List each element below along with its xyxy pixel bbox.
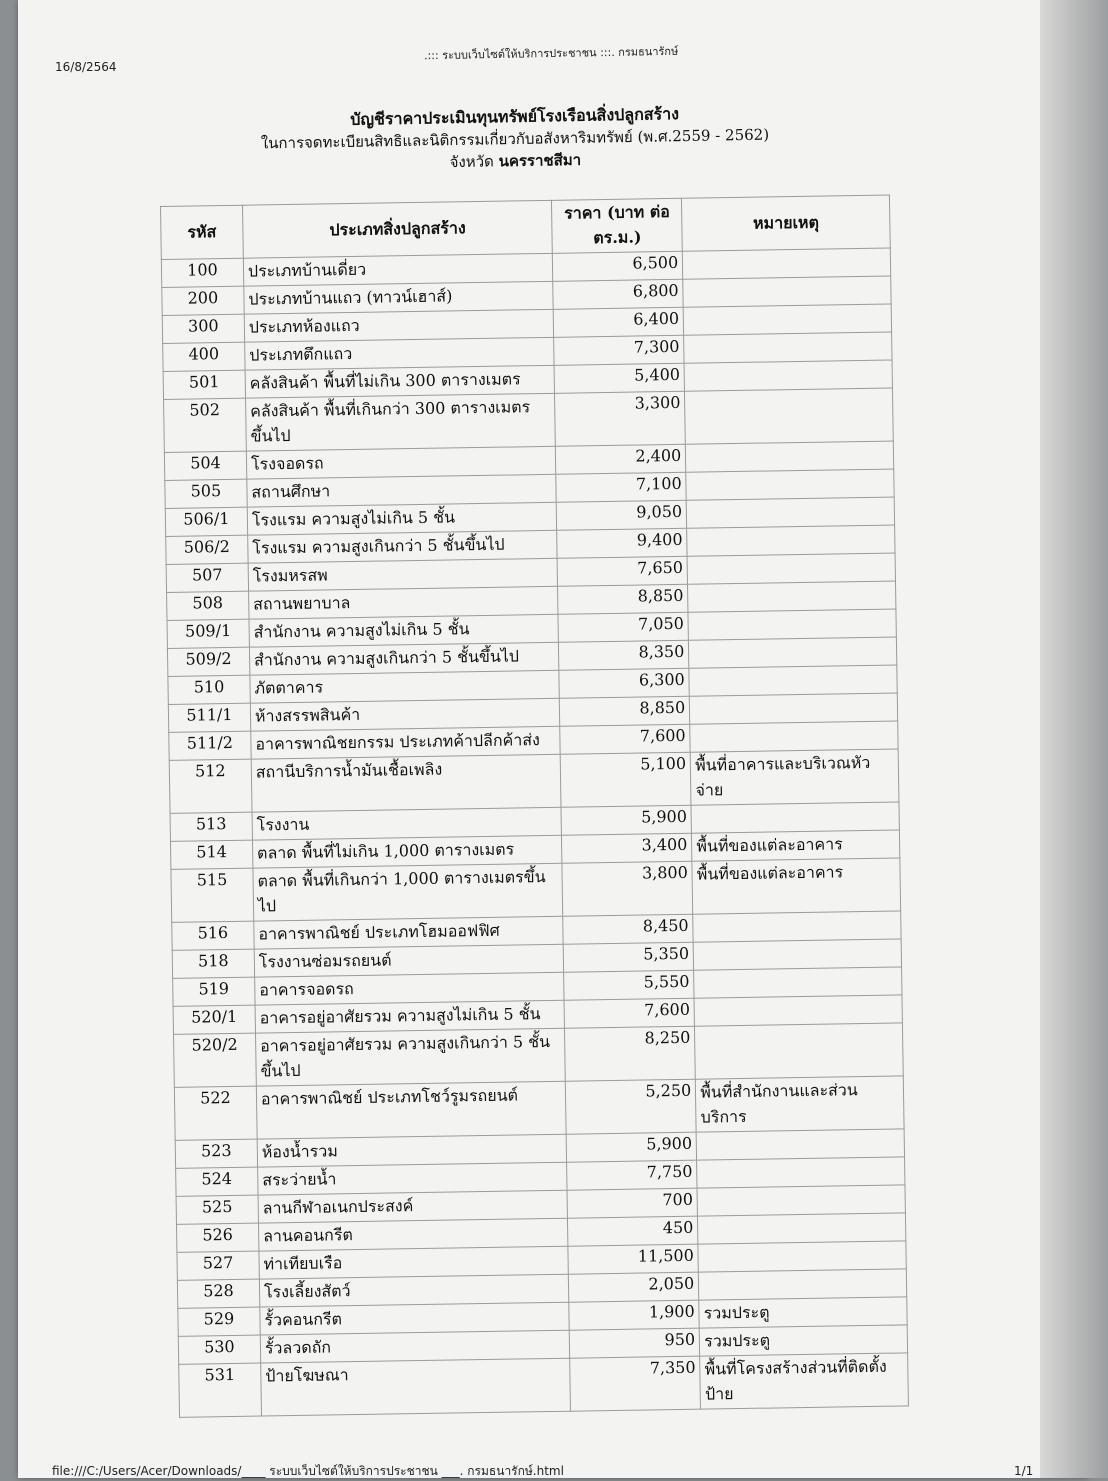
document-title: บัญชีราคาประเมินทุนทรัพย์โรงเรือนสิ่งปลูกสร้าง [350, 104, 680, 129]
cell-price: 8,350 [559, 640, 689, 670]
cell-type: ภัตตาคาร [250, 670, 560, 703]
cell-price: 6,300 [559, 668, 689, 698]
cell-code: 509/1 [167, 619, 249, 648]
cell-code: 518 [172, 949, 254, 978]
table-row [179, 1353, 909, 1417]
cell-type: โรงงานซ่อมรถยนต์ [254, 944, 564, 977]
print-site-header: .::: ระบบเว็บไซต์ให้บริการประชาชน :::. กรมธนารักษ์ [423, 44, 679, 63]
cell-note [686, 441, 894, 472]
document-titles [209, 101, 820, 178]
cell-type: สถานพยาบาล [248, 586, 558, 619]
cell-type: โรงแรม ความสูงไม่เกิน 5 ชั้น [247, 502, 557, 535]
cell-price: 3,300 [555, 391, 686, 446]
cell-code: 527 [177, 1251, 259, 1280]
cell-type: สถานศึกษา [247, 474, 557, 507]
cell-note [686, 497, 894, 528]
cell-type: ตลาด พื้นที่ไม่เกิน 1,000 ตารางเมตร [252, 835, 562, 868]
cell-type: สระว่ายน้ำ [258, 1162, 568, 1195]
cell-note [694, 967, 902, 998]
cell-type: สำนักงาน ความสูงเกินกว่า 5 ชั้นขึ้นไป [249, 642, 559, 675]
cell-price: 9,400 [557, 528, 687, 558]
cell-type: สถานีบริการน้ำมันเชื้อเพลิง [251, 754, 561, 812]
cell-code: 520/2 [174, 1033, 257, 1087]
cell-code: 531 [179, 1363, 262, 1417]
cell-note: พื้นที่โครงสร้างส่วนที่ติดตั้งป้าย [700, 1353, 909, 1409]
cell-note [693, 911, 901, 942]
cell-price: 6,500 [553, 251, 683, 281]
cell-price: 8,850 [560, 696, 690, 726]
cell-note [683, 276, 891, 307]
cell-price: 5,550 [564, 970, 694, 1000]
cell-price: 9,050 [557, 500, 687, 530]
cell-type: อาคารอยู่อาศัยรวม ความสูงเกินกว่า 5 ชั้นขึ้นไป [255, 1028, 565, 1086]
cell-note [698, 1241, 906, 1272]
cell-code: 525 [176, 1195, 258, 1224]
cell-note [698, 1213, 906, 1244]
cell-price: 2,050 [569, 1272, 699, 1302]
cell-price: 7,650 [558, 556, 688, 586]
cell-code: 529 [178, 1307, 260, 1336]
cell-price: 7,100 [556, 472, 686, 502]
cell-code: 530 [178, 1335, 260, 1364]
cell-price: 6,800 [553, 279, 683, 309]
cell-code: 505 [165, 479, 247, 508]
cell-price: 1,900 [569, 1300, 699, 1330]
cell-code: 501 [163, 370, 245, 399]
cell-code: 519 [173, 977, 255, 1006]
cell-note [689, 665, 897, 696]
cell-type: คลังสินค้า พื้นที่เกินกว่า 300 ตารางเมตรขึ้นไป [245, 393, 555, 451]
cell-note [695, 1023, 904, 1079]
header-code: รหัส [161, 205, 244, 259]
cell-type: โรงจอดรถ [246, 446, 556, 479]
cell-price: 700 [567, 1188, 697, 1218]
cell-note [683, 304, 891, 335]
cell-type: อาคารพาณิชยกรรม ประเภทค้าปลีกค้าส่ง [251, 726, 561, 759]
cell-note [688, 609, 896, 640]
cell-code: 502 [164, 398, 247, 452]
cell-code: 507 [166, 563, 248, 592]
province-name: นครราชสีมา [498, 150, 582, 171]
cell-code: 526 [176, 1223, 258, 1252]
price-table-container [160, 195, 909, 1418]
cell-type: อาคารอยู่อาศัยรวม ความสูงไม่เกิน 5 ชั้น [255, 1000, 565, 1033]
cell-code: 520/1 [173, 1005, 255, 1034]
cell-price: 7,750 [567, 1160, 697, 1190]
cell-price: 8,450 [563, 914, 693, 944]
price-table [160, 195, 909, 1418]
cell-code: 516 [172, 921, 254, 950]
cell-code: 524 [176, 1167, 258, 1196]
cell-note [684, 360, 892, 391]
cell-type: โรงแรม ความสูงเกินกว่า 5 ชั้นขึ้นไป [248, 530, 558, 563]
cell-code: 528 [177, 1279, 259, 1308]
cell-code: 522 [174, 1086, 257, 1140]
cell-price: 5,100 [561, 752, 692, 807]
cell-note [690, 693, 898, 724]
cell-code: 508 [167, 591, 249, 620]
cell-note [685, 388, 894, 444]
print-page-number: 1/1 [1014, 1464, 1034, 1478]
cell-code: 200 [162, 286, 244, 315]
cell-code: 400 [163, 342, 245, 371]
cell-note: พื้นที่สำนักงานและส่วนบริการ [696, 1076, 905, 1132]
cell-code: 512 [169, 759, 252, 813]
header-type: ประเภทสิ่งปลูกสร้าง [242, 200, 552, 258]
cell-price: 7,300 [554, 335, 684, 365]
cell-price: 7,050 [558, 612, 688, 642]
cell-type: ประเภทห้องแถว [244, 309, 554, 342]
cell-type: ห้างสรรพสินค้า [250, 698, 560, 731]
cell-type: คลังสินค้า พื้นที่ไม่เกิน 300 ตารางเมตร [245, 365, 555, 398]
cell-note [684, 332, 892, 363]
cell-price: 11,500 [568, 1244, 698, 1274]
cell-price: 950 [570, 1328, 700, 1358]
cell-price: 5,900 [567, 1132, 697, 1162]
cell-type: อาคารพาณิชย์ ประเภทโชว์รูมรถยนต์ [256, 1081, 566, 1139]
cell-note [694, 995, 902, 1026]
cell-note: รวมประตู [699, 1297, 907, 1328]
cell-note: พื้นที่ของแต่ละอาคาร [692, 858, 901, 914]
cell-type: ประเภทตึกแถว [245, 337, 555, 370]
header-price: ราคา (บาท ต่อ ตร.ม.) [552, 198, 683, 253]
cell-code: 506/2 [166, 535, 248, 564]
cell-note [683, 248, 891, 279]
cell-code: 510 [168, 675, 250, 704]
province-prefix: จังหวัด [449, 152, 494, 172]
cell-price: 8,850 [558, 584, 688, 614]
cell-note: พื้นที่ของแต่ละอาคาร [692, 830, 900, 861]
cell-note: พื้นที่อาคารและบริเวณหัวจ่าย [690, 749, 899, 805]
cell-code: 514 [170, 840, 252, 869]
table-body [161, 248, 908, 1417]
cell-note [687, 525, 895, 556]
print-date: 16/8/2564 [55, 60, 117, 74]
cell-price: 3,800 [562, 861, 693, 916]
cell-type: สำนักงาน ความสูงไม่เกิน 5 ชั้น [249, 614, 559, 647]
cell-code: 300 [162, 314, 244, 343]
cell-note [689, 637, 897, 668]
print-file-path: file:///C:/Users/Acer/Downloads/____ ระบบเว็บไซต์ให้บริการประชาชน ___. กรมธนารักษ์.html [52, 1464, 564, 1478]
cell-type: ลานกีฬาอเนกประสงค์ [258, 1190, 568, 1223]
header-note: หมายเหตุ [682, 195, 891, 251]
cell-price: 8,250 [565, 1026, 696, 1081]
cell-note [699, 1269, 907, 1300]
cell-note [686, 469, 894, 500]
cell-type: ท่าเทียบเรือ [259, 1246, 569, 1279]
cell-code: 523 [175, 1139, 257, 1168]
cell-code: 100 [161, 258, 243, 287]
background-surface [1040, 0, 1108, 1478]
cell-code: 511/1 [168, 703, 250, 732]
cell-note [691, 802, 899, 833]
cell-price: 450 [568, 1216, 698, 1246]
cell-price: 7,600 [560, 724, 690, 754]
cell-price: 2,400 [556, 444, 686, 474]
cell-type: รั้วลวดถัก [260, 1330, 570, 1363]
cell-type: โรงมหรสพ [248, 558, 558, 591]
cell-note [696, 1129, 904, 1160]
cell-type: ห้องน้ำรวม [257, 1134, 567, 1167]
cell-type: อาคารพาณิชย์ ประเภทโฮมออฟฟิศ [254, 916, 564, 949]
cell-note: รวมประตู [699, 1325, 907, 1356]
cell-note [697, 1185, 905, 1216]
cell-type: โรงเลี้ยงสัตว์ [259, 1274, 569, 1307]
cell-note [688, 581, 896, 612]
cell-note [690, 721, 898, 752]
cell-code: 506/1 [165, 507, 247, 536]
cell-price: 5,350 [564, 942, 694, 972]
cell-code: 504 [164, 451, 246, 480]
cell-note [697, 1157, 905, 1188]
cell-type: ประเภทบ้านเดี่ยว [243, 253, 553, 286]
cell-type: ประเภทบ้านแถว (ทาวน์เฮาส์) [244, 281, 554, 314]
cell-type: ป้ายโฆษณา [261, 1358, 571, 1416]
cell-note [687, 553, 895, 584]
cell-price: 3,400 [562, 833, 692, 863]
document-subtitle: ในการจดทะเบียนสิทธิและนิติกรรมเกี่ยวกับอสังหาริมทรัพย์ (พ.ศ.2559 - 2562) [260, 125, 770, 153]
cell-type: ตลาด พื้นที่เกินกว่า 1,000 ตารางเมตรขึ้นไป [253, 863, 563, 921]
cell-price: 5,900 [561, 805, 691, 835]
cell-price: 5,250 [566, 1079, 697, 1134]
cell-code: 509/2 [167, 647, 249, 676]
cell-price: 6,400 [554, 307, 684, 337]
cell-price: 7,600 [564, 998, 694, 1028]
cell-code: 513 [170, 812, 252, 841]
cell-price: 5,400 [554, 363, 684, 393]
cell-code: 511/2 [169, 731, 251, 760]
cell-type: ลานคอนกรีต [258, 1218, 568, 1251]
cell-code: 515 [171, 868, 254, 922]
cell-type: อาคารจอดรถ [255, 972, 565, 1005]
cell-note [693, 939, 901, 970]
cell-type: โรงงาน [252, 807, 562, 840]
cell-price: 7,350 [570, 1356, 701, 1411]
cell-type: รั้วคอนกรีต [260, 1302, 570, 1335]
